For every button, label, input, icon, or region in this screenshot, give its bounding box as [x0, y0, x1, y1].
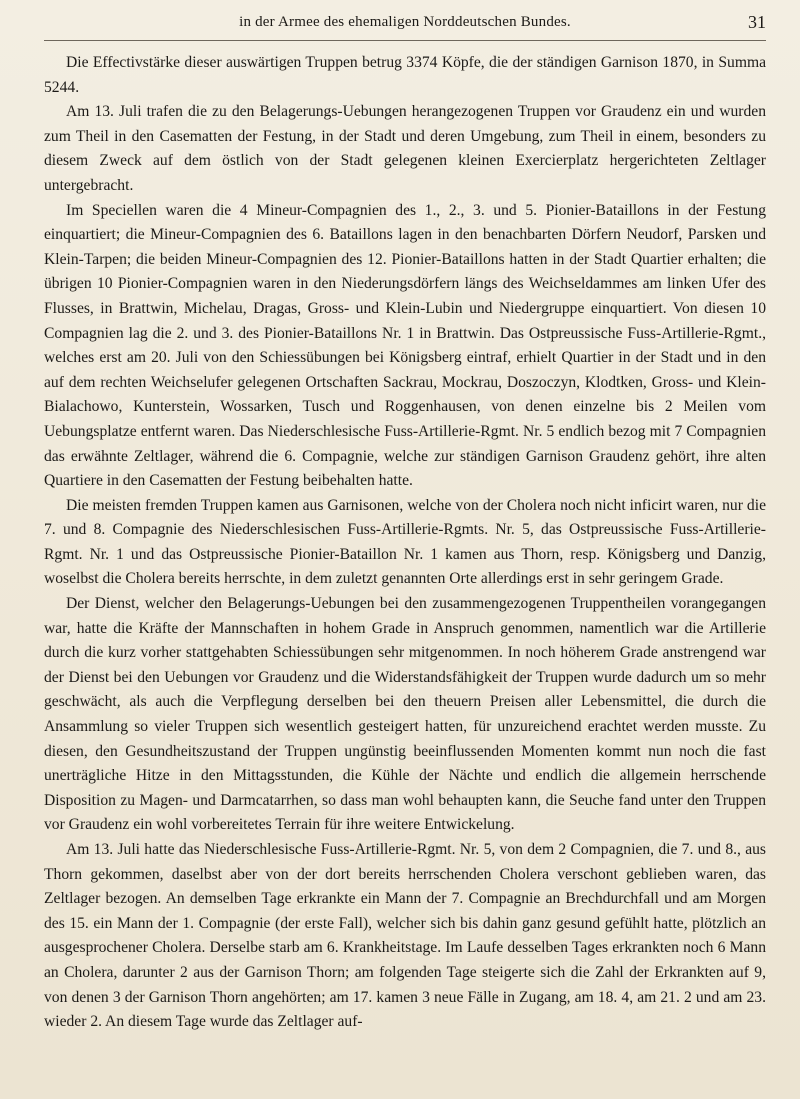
paragraph: Die meisten fremden Truppen kamen aus Garnisonen, welche von der Cholera noch nicht inficirt waren, nur die 7. und 8. Compagnie des Niederschlesischen Fuss-Artillerie-Rgmts. Nr. 5, das Ostpreussische Fuss-Artillerie-Rgmt. Nr. 1 und das Ostpreussische Pionier-Bataillon Nr. 1 kamen aus Thorn, resp. Königsberg und Danzig, woselbst die Cholera bereits herrschte, in dem zuletzt genannten Orte allerdings erst in sehr geringem Grade.	[44, 496, 766, 588]
page-number: 31	[748, 12, 766, 32]
body-text	[44, 51, 766, 1035]
paragraph: Im Speciellen waren die 4 Mineur-Compagnien des 1., 2., 3. und 5. Pionier-Bataillons in der Festung einquartiert; die Mineur-Compagnien des 6. Bataillons lagen in den benachbarten Dörfern Neudorf, Parsken und Klein-Tarpen; die beiden Mineur-Compagnien des 12. Pionier-Bataillons hatten in der Stadt Quartier erhalten; die übrigen 10 Pionier-Compagnien waren in den Niederungsdörfern längs des Weichseldammes am linken Ufer des Flusses, in Brattwin, Michelau, Dragas, Gross- und Klein-Lubin und Niedergruppe einquartiert. Von diesen 10 Compagnien lag die 2. und 3. des Pionier-Bataillons Nr. 1 in Brattwin. Das Ostpreussische Fuss-Artillerie-Rgmt., welches erst am 20. Juli von den Schiessübungen bei Königsberg eintraf, erhielt Quartier in der Stadt und in den auf dem rechten Weichselufer gelegenen Ortschaften Sackrau, Mockrau, Doszoczyn, Klodtken, Gross- und Klein-Bialachowo, Kunterstein, Wossarken, Tusch und Roggenhausen, von denen einzelne bis 2 Meilen vom Uebungsplatze entfernt waren. Das Niederschlesische Fuss-Artillerie-Rgmt. Nr. 5 endlich bezog mit 7 Compagnien das erwähnte Zeltlager, während die 6. Compagnie, welche zur ständigen Garnison Graudenz gehört, ihre alten Quartiere in den Casematten der Festung beibehalten hatte.	[44, 201, 766, 490]
paragraph: Am 13. Juli hatte das Niederschlesische Fuss-Artillerie-Rgmt. Nr. 5, von dem 2 Compagnien, die 7. und 8., aus Thorn gekommen, daselbst aber von der dort bereits herrschenden Cholera verschont geblieben waren, das Zeltlager bezogen. An demselben Tage erkrankte ein Mann der 7. Compagnie an Brechdurchfall und am Morgen des 15. ein Mann der 1. Compagnie (der erste Fall), welcher sich bis dahin ganz gesund gefühlt hatte, plötzlich an ausgesprochener Cholera. Derselbe starb am 6. Krankheitstage. Im Laufe desselben Tages erkrankten noch 6 Mann an Cholera, darunter 2 aus der Garnison Thorn; am folgenden Tage steigerte sich die Zahl der Erkrankten auf 9, von denen 3 der Garnison Thorn angehörten; am 17. kamen 3 neue Fälle in Zugang, am 18. 4, am 21. 2 und am 23. wieder 2. An diesem Tage wurde das Zeltlager auf-	[44, 841, 766, 1031]
paragraph: Die Effectivstärke dieser auswärtigen Truppen betrug 3374 Köpfe, die der ständigen Garnison 1870, in Summa 5244.	[44, 54, 766, 96]
running-header	[44, 10, 766, 41]
paragraph: Am 13. Juli trafen die zu den Belagerungs-Uebungen herangezogenen Truppen vor Graudenz ein und wurden zum Theil in den Casematten der Festung, in der Stadt und deren Umgebung, zum Theil in einem, besonders zu diesem Zweck auf dem östlich von der Stadt gelegenen kleinen Exercierplatz hergerichteten Zeltlager untergebracht.	[44, 103, 766, 194]
paragraph: Der Dienst, welcher den Belagerungs-Uebungen bei den zusammengezogenen Truppentheilen vorangegangen war, hatte die Kräfte der Mannschaften in hohem Grade in Anspruch genommen, namentlich war die Artillerie durch die kurz vorher stattgehabten Schiessübungen sehr mitgenommen. In noch höherem Grade anstrengend war der Dienst bei den Uebungen vor Graudenz und die Widerstandsfähigkeit der Truppen wurde dadurch um so mehr geschwächt, als auch die Verpflegung derselben bei den theuern Preisen aller Lebensmittel, die durch die Ansammlung so vieler Truppen sich wesentlich gesteigert hatten, für unzureichend erachtet werden musste. Zu diesen, den Gesundheitszustand der Truppen ungünstig beeinflussenden Momenten kommt nun noch die fast unerträgliche Hitze in den Mittagsstunden, die Kühle der Nächte und endlich die allgemein herrschende Disposition zu Magen- und Darmcatarrhen, so dass man wohl behaupten kann, die Seuche fand unter den Truppen vor Graudenz ein wohl vorbereitetes Terrain für ihre weitere Entwickelung.	[44, 595, 766, 834]
running-title: in der Armee des ehemaligen Norddeutschen Bundes.	[239, 14, 571, 30]
